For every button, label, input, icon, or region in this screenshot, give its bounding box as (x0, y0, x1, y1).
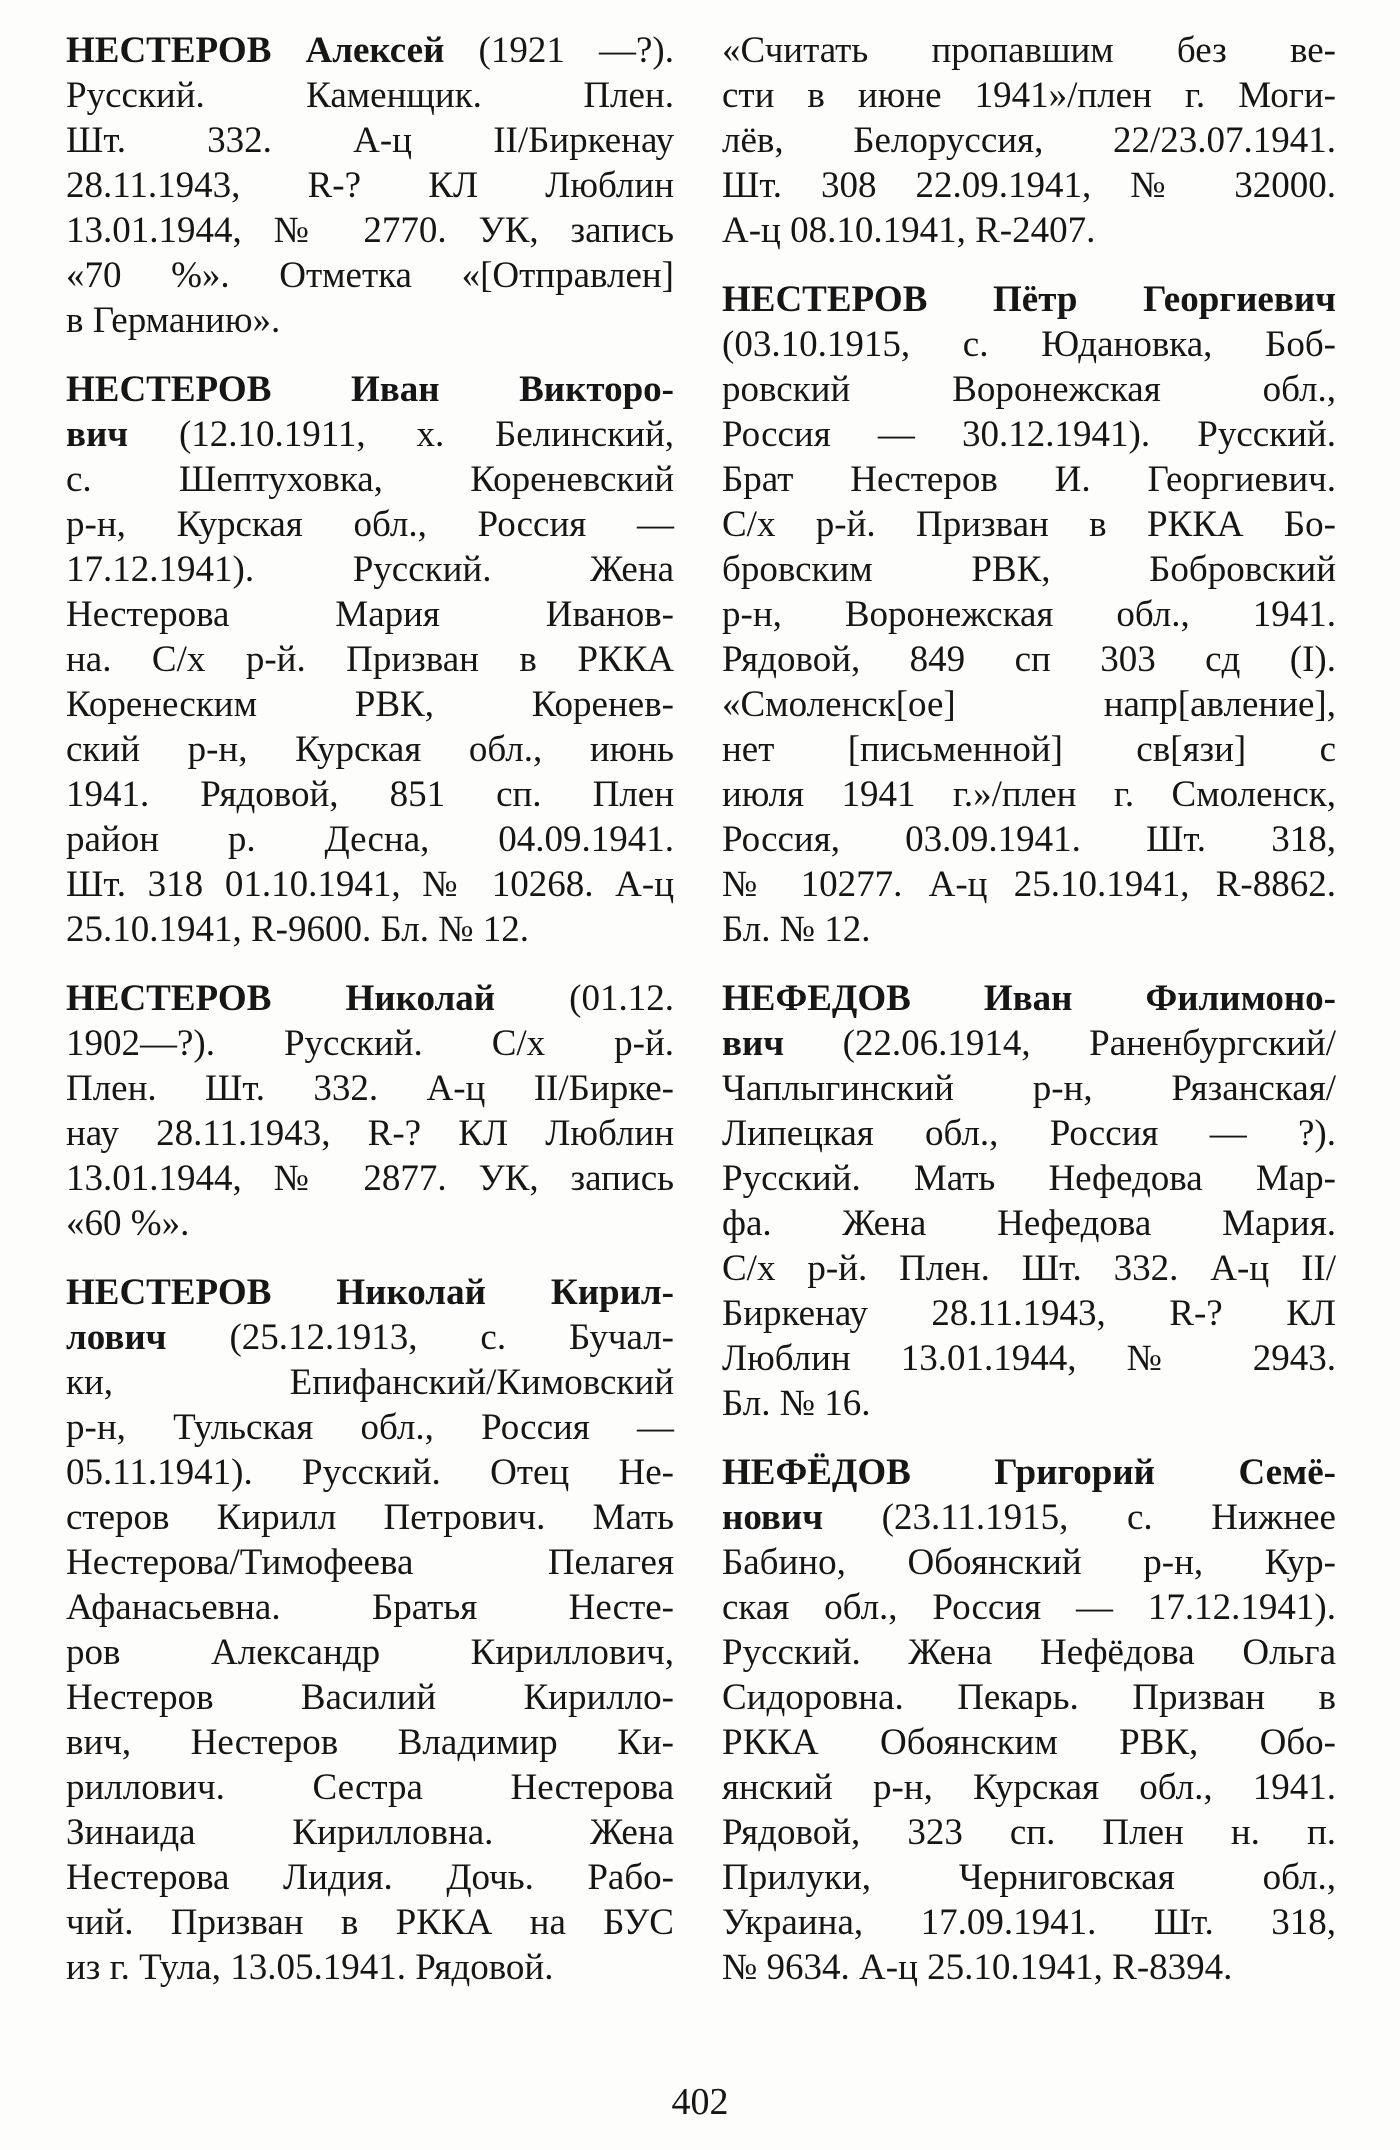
entry (722, 976, 1336, 1426)
text-segment: Сидоровна. Пекарь. Призван в (722, 1677, 1336, 1718)
entry (66, 976, 674, 1246)
text-segment: ский р-н, Курская обл., июнь (66, 729, 674, 770)
text-segment: р-н, Курская обл., Россия — (66, 504, 674, 545)
person-name-bold: НЕФЁДОВ Григорий Семё- (722, 1452, 1336, 1493)
text-line (66, 547, 674, 592)
text-line (722, 1495, 1336, 1540)
text-segment: сти в июне 1941»/плен г. Моги- (722, 75, 1336, 116)
text-line (722, 1201, 1336, 1246)
text-line (722, 637, 1336, 682)
text-segment: Коренеским РВК, Коренев- (66, 684, 674, 725)
text-segment: Шт. 332. А-ц II/Биркенау (66, 120, 674, 161)
text-line (722, 1021, 1336, 1066)
text-segment: Россия — 30.12.1941). Русский. (722, 414, 1336, 455)
person-name-bold: НЕСТЕРОВ Пётр Георгиевич (722, 279, 1336, 320)
text-line (66, 118, 674, 163)
text-line (722, 367, 1336, 412)
text-segment: р-н, Тульская обл., Россия — (66, 1407, 674, 1448)
text-line (66, 298, 674, 343)
text-line (722, 1381, 1336, 1426)
text-segment: (12.10.1911, х. Белинский, (178, 414, 674, 455)
text-line (66, 1675, 674, 1720)
text-segment: Шт. 308 22.09.1941, № 32000. (722, 165, 1336, 206)
text-segment: риллович. Сестра Нестерова (66, 1767, 674, 1808)
text-segment: Нестерова/Тимофеева Пелагея (66, 1542, 674, 1583)
text-line (722, 28, 1336, 73)
text-line (66, 1765, 674, 1810)
person-name-bold: НЕСТЕРОВ Иван Викторо- (66, 369, 674, 410)
text-line (722, 1450, 1336, 1495)
text-segment: 17.12.1941). Русский. Жена (66, 549, 674, 590)
text-line (66, 1405, 674, 1450)
text-line (66, 1585, 674, 1630)
text-segment: С/х р-й. Плен. Шт. 332. А-ц II/ (722, 1248, 1336, 1289)
text-segment: (01.12. (569, 978, 674, 1019)
text-segment: 1902—?). Русский. С/х р-й. (66, 1023, 674, 1064)
text-line (722, 208, 1336, 253)
text-segment: Бл. № 12. (722, 909, 871, 950)
text-segment: с. Шептуховка, Кореневский (66, 459, 674, 500)
text-segment: ская обл., Россия — 17.12.1941). (722, 1587, 1336, 1628)
text-segment: Нестеров Василий Кирилло- (66, 1677, 674, 1718)
text-segment: (25.12.1913, с. Бучал- (229, 1317, 674, 1358)
text-line (722, 1156, 1336, 1201)
text-segment: ров Александр Кириллович, (66, 1632, 674, 1673)
text-line (66, 862, 674, 907)
text-segment: (23.11.1915, с. Нижнее (881, 1497, 1336, 1538)
text-segment: из г. Тула, 13.05.1941. Рядовой. (66, 1947, 554, 1988)
text-segment: № 10277. А-ц 25.10.1941, R-8862. (722, 864, 1336, 905)
text-segment: Русский. Каменщик. Плен. (66, 75, 674, 116)
person-name-bold: нович (722, 1497, 882, 1538)
text-segment: июля 1941 г.»/плен г. Смоленск, (722, 774, 1336, 815)
text-segment: Русский. Мать Нефедова Мар- (722, 1158, 1336, 1199)
text-line (66, 1630, 674, 1675)
text-line (722, 547, 1336, 592)
text-line (722, 1945, 1336, 1990)
text-segment: нау 28.11.1943, R-? КЛ Люблин (66, 1113, 674, 1154)
text-segment: (03.10.1915, с. Юдановка, Боб- (722, 324, 1336, 365)
text-line (66, 1720, 674, 1765)
text-segment: РККА Обоянским РВК, Обо- (722, 1722, 1336, 1763)
text-segment: (1921 —?). (478, 30, 674, 71)
text-segment: «Считать пропавшим без ве- (722, 30, 1336, 71)
text-segment: 13.01.1944, № 2877. УК, запись (66, 1158, 674, 1199)
entry (66, 28, 674, 343)
text-segment: в Германию». (66, 300, 281, 341)
text-line (722, 1291, 1336, 1336)
text-line (722, 862, 1336, 907)
text-line (722, 772, 1336, 817)
text-line (66, 1201, 674, 1246)
text-line (722, 1630, 1336, 1675)
text-segment: Шт. 318 01.10.1941, № 10268. А-ц (66, 864, 674, 905)
text-line (66, 1450, 674, 1495)
text-line (66, 502, 674, 547)
text-line (722, 1585, 1336, 1630)
text-segment: 1941. Рядовой, 851 сп. Плен (66, 774, 674, 815)
text-line (66, 1810, 674, 1855)
text-line (722, 502, 1336, 547)
text-line (722, 1336, 1336, 1381)
text-line (722, 1765, 1336, 1810)
text-segment: № 9634. А-ц 25.10.1941, R-8394. (722, 1947, 1233, 1988)
text-segment: Нестерова Лидия. Дочь. Рабо- (66, 1857, 674, 1898)
text-line (722, 163, 1336, 208)
text-segment: Россия, 03.09.1941. Шт. 318, (722, 819, 1336, 860)
text-line (66, 457, 674, 502)
text-segment: 05.11.1941). Русский. Отец Не- (66, 1452, 674, 1493)
text-line (722, 1720, 1336, 1765)
text-line (722, 1066, 1336, 1111)
text-segment: (22.06.1914, Раненбургский/ (842, 1023, 1337, 1064)
text-segment: Брат Нестеров И. Георгиевич. (722, 459, 1336, 500)
text-segment: 25.10.1941, R-9600. Бл. № 12. (66, 909, 530, 950)
text-segment: Нестерова Мария Иванов- (66, 594, 674, 635)
person-name-bold: НЕСТЕРОВ Николай Кирил- (66, 1272, 674, 1313)
text-line (66, 73, 674, 118)
text-segment: вич, Нестеров Владимир Ки- (66, 1722, 674, 1763)
entry (66, 1270, 674, 1990)
text-line (66, 367, 674, 412)
entry (66, 367, 674, 952)
text-segment: бровским РВК, Бобровский (722, 549, 1336, 590)
right-column (722, 28, 1336, 2014)
person-name-bold: вич (66, 414, 179, 455)
text-segment: С/х р-й. Призван в РККА Бо- (722, 504, 1336, 545)
left-column (66, 28, 674, 2014)
text-line (66, 1540, 674, 1585)
text-segment: Украина, 17.09.1941. Шт. 318, (722, 1902, 1336, 1943)
text-segment: чий. Призван в РККА на БУС (66, 1902, 674, 1943)
text-line (66, 253, 674, 298)
page-number: 402 (671, 2081, 729, 2123)
person-name-bold: НЕФЕДОВ Иван Филимоно- (722, 978, 1336, 1019)
text-line (66, 1066, 674, 1111)
text-segment: «Смоленск[ое] напр[авление], (722, 684, 1336, 725)
person-name-bold: НЕСТЕРОВ Николай (66, 978, 570, 1019)
text-line (66, 163, 674, 208)
text-segment: Афанасьевна. Братья Несте- (66, 1587, 674, 1628)
text-segment: Русский. Жена Нефёдова Ольга (722, 1632, 1336, 1673)
text-line (66, 772, 674, 817)
text-line (66, 1021, 674, 1066)
text-line (66, 976, 674, 1021)
text-line (66, 1495, 674, 1540)
text-segment: Бл. № 16. (722, 1383, 871, 1424)
text-line (722, 277, 1336, 322)
text-segment: Прилуки, Черниговская обл., (722, 1857, 1336, 1898)
entry-continuation (722, 28, 1336, 253)
text-line (722, 457, 1336, 502)
text-line (66, 727, 674, 772)
text-line (722, 817, 1336, 862)
text-line (66, 412, 674, 457)
text-line (722, 322, 1336, 367)
text-line (66, 1156, 674, 1201)
text-segment: р-н, Воронежская обл., 1941. (722, 594, 1336, 635)
text-segment: Люблин 13.01.1944, № 2943. (722, 1338, 1336, 1379)
text-line (66, 1315, 674, 1360)
text-line (722, 1111, 1336, 1156)
text-line (722, 727, 1336, 772)
text-segment: ровский Воронежская обл., (722, 369, 1336, 410)
text-segment: Липецкая обл., Россия — ?). (722, 1113, 1336, 1154)
text-segment: Рядовой, 849 сп 303 сд (I). (722, 639, 1336, 680)
text-line (722, 73, 1336, 118)
text-line (722, 1246, 1336, 1291)
entry (722, 1450, 1336, 1990)
text-line (66, 682, 674, 727)
text-segment: «70 %». Отметка «[Отправлен] (66, 255, 674, 296)
text-segment: А-ц 08.10.1941, R-2407. (722, 210, 1096, 251)
text-line (66, 1360, 674, 1405)
text-line (722, 412, 1336, 457)
text-segment: Зинаида Кирилловна. Жена (66, 1812, 674, 1853)
text-segment: стеров Кирилл Петрович. Мать (66, 1497, 674, 1538)
text-line (66, 1855, 674, 1900)
text-line (66, 592, 674, 637)
text-segment: 28.11.1943, R-? КЛ Люблин (66, 165, 674, 206)
text-line (722, 118, 1336, 163)
text-segment: район р. Десна, 04.09.1941. (66, 819, 674, 860)
text-segment: Плен. Шт. 332. А-ц II/Бирке- (66, 1068, 674, 1109)
text-line (66, 1111, 674, 1156)
text-line (722, 1675, 1336, 1720)
text-segment: фа. Жена Нефедова Мария. (722, 1203, 1336, 1244)
text-segment: 13.01.1944, № 2770. УК, запись (66, 210, 674, 251)
text-segment: Рядовой, 323 сп. Плен н. п. (722, 1812, 1336, 1853)
text-line (66, 637, 674, 682)
text-line (66, 1945, 674, 1990)
text-line (66, 907, 674, 952)
text-line (66, 1900, 674, 1945)
text-segment: Биркенау 28.11.1943, R-? КЛ (722, 1293, 1336, 1334)
text-segment: Бабино, Обоянский р-н, Кур- (722, 1542, 1336, 1583)
person-name-bold: НЕСТЕРОВ Алексей (66, 30, 479, 71)
text-line (66, 817, 674, 862)
text-line (722, 907, 1336, 952)
text-line (722, 976, 1336, 1021)
text-line (66, 208, 674, 253)
text-line (722, 1540, 1336, 1585)
text-segment: «60 %». (66, 1203, 190, 1244)
text-line (722, 1855, 1336, 1900)
text-line (722, 682, 1336, 727)
text-segment: ки, Епифанский/Кимовский (66, 1362, 674, 1403)
text-line (66, 1270, 674, 1315)
person-name-bold: лович (66, 1317, 230, 1358)
text-line (722, 1810, 1336, 1855)
text-line (66, 28, 674, 73)
entry (722, 277, 1336, 952)
text-line (722, 1900, 1336, 1945)
text-segment: янский р-н, Курская обл., 1941. (722, 1767, 1336, 1808)
person-name-bold: вич (722, 1023, 843, 1064)
text-segment: Чаплыгинский р-н, Рязанская/ (722, 1068, 1336, 1109)
text-segment: на. С/х р-й. Призван в РККА (66, 639, 674, 680)
text-line (722, 592, 1336, 637)
text-segment: нет [письменной] св[язи] с (722, 729, 1336, 770)
text-segment: лёв, Белоруссия, 22/23.07.1941. (722, 120, 1336, 161)
